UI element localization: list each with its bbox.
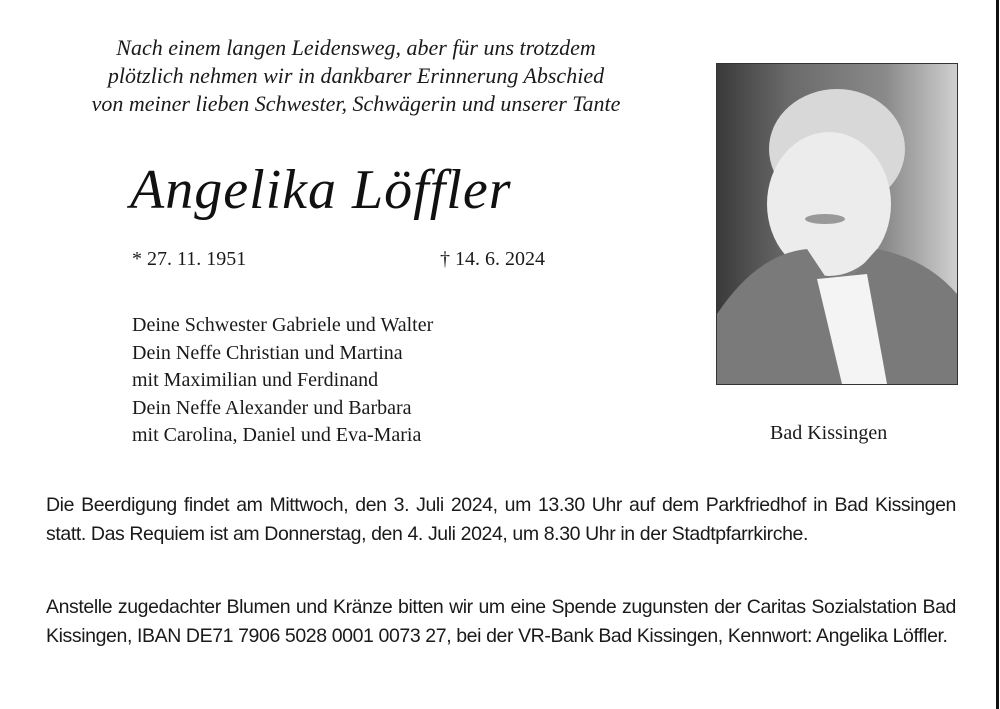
location-caption: Bad Kissingen [770,422,888,444]
deceased-name: Angelika Löffler [130,159,512,221]
intro-text [40,34,672,118]
funeral-info: Die Beerdigung findet am Mittwoch, den 3. Juli 2024, um 13.30 Uhr auf dem Parkfriedhof in Bad Kissingen statt. Das Requiem ist am Donnerstag, den 4. Juli 2024, um 8.30 Uhr in der Stadtpfarrkirche. [46,494,956,545]
mourner-line: Dein Neffe Christian und Martina [132,341,403,364]
birth-date: * 27. 11. 1951 [132,248,247,270]
portrait-image [717,64,957,384]
mourners-list [132,312,433,450]
right-border [996,0,999,709]
mourner-line: Deine Schwester Gabriele und Walter [132,314,434,336]
portrait-photo [716,63,958,385]
intro-line: plötzlich nehmen wir in dankbarer Erinnerung Abschied [107,63,605,88]
donation-info: Anstelle zugedachter Blumen und Kränze bitten wir um eine Spende zugunsten der Caritas Sozialstation Bad Kissingen, IBAN DE71 7906 5028 0001 0073 27, bei der VR-Bank Bad Kissingen, Kennwort: Angelika Löffler. [46,596,956,647]
intro-line: Nach einem langen Leidensweg, aber für uns trotzdem [116,35,596,60]
mourner-line: mit Carolina, Daniel und Eva-Maria [132,424,422,446]
mourner-line: Dein Neffe Alexander und Barbara [132,396,412,419]
death-date: † 14. 6. 2024 [440,248,545,270]
intro-line: von meiner lieben Schwester, Schwägerin und unserer Tante [91,91,621,116]
mourner-line: mit Maximilian und Ferdinand [132,369,379,391]
